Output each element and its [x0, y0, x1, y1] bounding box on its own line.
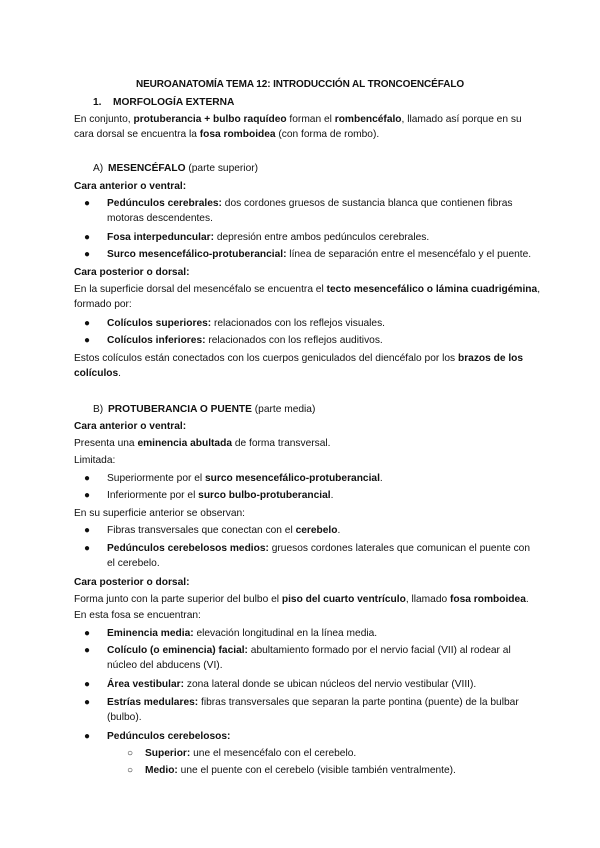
circle-bullet-icon: ○	[127, 748, 134, 759]
paragraph-text: , llamado	[405, 594, 450, 605]
paragraph: En su superficie anterior se observan:	[74, 508, 246, 519]
subsection-letter: A)	[93, 163, 104, 174]
item-term: Pedúnculos cerebrales:	[107, 198, 222, 209]
item-desc: .	[379, 473, 383, 484]
subsection-subtitle: (parte superior)	[185, 163, 259, 174]
section-number: 1.	[93, 97, 102, 108]
bullet-icon: ●	[84, 731, 91, 742]
paragraph-text: .	[118, 368, 122, 379]
item-desc: zona lateral donde se ubican núcleos del nervio vestibular (VIII).	[184, 679, 477, 690]
paragraph-text: Forma junto con la parte superior del bulbo el	[74, 594, 282, 605]
item-desc: .	[330, 490, 334, 501]
item-desc: relacionados con los reflejos auditivos.	[205, 335, 383, 346]
item-desc: línea de separación entre el mesencéfalo y el puente.	[286, 249, 532, 260]
bullet-icon: ●	[84, 249, 91, 260]
item-term: surco mesencefálico-protuberancial	[204, 473, 380, 484]
item-desc: une el mesencéfalo con el cerebelo.	[190, 748, 357, 759]
item-term: Fosa interpeduncular:	[107, 232, 214, 243]
list-item	[84, 523, 534, 538]
item-term: Superior:	[145, 748, 191, 759]
bullet-icon: ●	[84, 543, 91, 554]
item-desc: fibras transversales que separan la parte pontina (puente) de la bulbar (bulbo).	[107, 697, 519, 723]
item-term: Estrías medulares:	[107, 697, 199, 708]
subsection-title: MESENCÉFALO	[108, 163, 186, 174]
intro-text: (con forma de rombo).	[275, 129, 380, 140]
item-term: Eminencia media:	[107, 628, 194, 639]
bullet-icon: ●	[84, 697, 91, 708]
intro-bold: fosa romboidea	[199, 129, 276, 140]
bullet-icon: ●	[84, 628, 91, 639]
item-term: Colículos inferiores:	[107, 335, 206, 346]
item-desc: une el puente con el cerebelo (visible también ventralmente).	[177, 765, 456, 776]
circle-bullet-icon: ○	[127, 765, 134, 776]
item-desc: Fibras transversales que conectan con el	[107, 525, 296, 536]
paragraph-text: de forma transversal.	[232, 438, 331, 449]
paragraph-bold: brazos de los colículos	[74, 353, 524, 379]
intro-bold: rombencéfalo	[334, 114, 402, 125]
item-term: Colículo (o eminencia) facial:	[107, 645, 248, 656]
paragraph	[74, 351, 544, 381]
subsection-heading-protuberancia	[93, 402, 315, 417]
list-item	[84, 695, 534, 725]
list-item	[84, 333, 534, 348]
bullet-icon: ●	[84, 645, 91, 656]
item-desc: .	[337, 525, 341, 536]
list-item	[84, 230, 534, 245]
list-item	[84, 196, 534, 226]
item-term: Área vestibular:	[107, 679, 185, 690]
bullet-icon: ●	[84, 232, 91, 243]
paragraph-bold: piso del cuarto ventrículo	[281, 594, 406, 605]
item-term: Medio:	[145, 765, 178, 776]
paragraph: En esta fosa se encuentran:	[74, 610, 201, 621]
item-term: cerebelo	[295, 525, 338, 536]
subsection-letter: B)	[93, 404, 104, 415]
paragraph-text: , formado por:	[74, 284, 541, 310]
face-heading: Cara posterior o dorsal:	[74, 267, 190, 278]
bullet-icon: ●	[84, 198, 91, 209]
paragraph-text: Estos colículos están conectados con los cuerpos geniculados del diencéfalo por los	[74, 353, 458, 364]
list-item	[84, 643, 534, 673]
face-heading: Cara posterior o dorsal:	[74, 577, 190, 588]
item-term: Pedúnculos cerebelosos medios:	[107, 543, 269, 554]
face-heading: Cara anterior o ventral:	[74, 181, 187, 192]
subsection-title: PROTUBERANCIA O PUENTE	[108, 404, 252, 415]
item-desc: abultamiento formado por el nervio facial (VII) al rodear al núcleo del abducens (VI).	[107, 645, 511, 671]
paragraph	[74, 436, 544, 451]
item-desc: elevación longitudinal en la línea media.	[193, 628, 378, 639]
list-item	[84, 729, 534, 744]
list-item	[84, 471, 534, 486]
section-label: MORFOLOGÍA EXTERNA	[113, 97, 235, 108]
paragraph: Limitada:	[74, 455, 116, 466]
bullet-icon: ●	[84, 525, 91, 536]
paragraph-text: .	[525, 594, 529, 605]
subsection-heading-mesencefalo	[93, 161, 258, 176]
intro-bold: protuberancia + bulbo raquídeo	[133, 114, 287, 125]
section-heading-morfologia	[93, 95, 234, 110]
item-desc: gruesos cordones laterales que comunican el puente con el cerebelo.	[107, 543, 531, 569]
sub-list-item	[127, 746, 527, 761]
bullet-icon: ●	[84, 335, 91, 346]
paragraph-text: En la superficie dorsal del mesencéfalo se encuentra el	[74, 284, 327, 295]
bullet-icon: ●	[84, 679, 91, 690]
item-desc: relacionados con los reflejos visuales.	[211, 318, 386, 329]
list-item	[84, 316, 534, 331]
item-desc: Superiormente por el	[107, 473, 205, 484]
sub-list-item	[127, 763, 527, 778]
paragraph	[74, 592, 544, 607]
intro-text: , llamado así porque en su cara dorsal se encuentra la	[74, 114, 522, 140]
paragraph-bold: eminencia abultada	[137, 438, 232, 449]
bullet-icon: ●	[84, 318, 91, 329]
intro-paragraph	[74, 112, 544, 142]
item-desc: Inferiormente por el	[107, 490, 199, 501]
list-item	[84, 541, 534, 571]
list-item	[84, 247, 534, 262]
list-item	[84, 626, 534, 641]
paragraph-text: Presenta una	[74, 438, 138, 449]
face-heading: Cara anterior o ventral:	[74, 421, 187, 432]
paragraph	[74, 282, 544, 312]
item-term: Colículos superiores:	[107, 318, 212, 329]
intro-text: En conjunto,	[74, 114, 134, 125]
page-title: NEUROANATOMÍA TEMA 12: INTRODUCCIÓN AL TRONCOENCÉFALO	[135, 79, 465, 90]
intro-text: forman el	[286, 114, 335, 125]
item-term: surco bulbo-protuberancial	[198, 490, 331, 501]
list-item	[84, 677, 534, 692]
list-item	[84, 488, 534, 503]
paragraph-bold: tecto mesencefálico o lámina cuadrigémina	[326, 284, 538, 295]
item-term: Surco mesencefálico-protuberancial:	[107, 249, 287, 260]
item-desc: depresión entre ambos pedúnculos cerebrales.	[213, 232, 430, 243]
item-desc: dos cordones gruesos de sustancia blanca que contienen fibras motoras descendentes.	[107, 198, 513, 224]
bullet-icon: ●	[84, 490, 91, 501]
subsection-subtitle: (parte media)	[251, 404, 316, 415]
item-term: Pedúnculos cerebelosos:	[107, 731, 231, 742]
bullet-icon: ●	[84, 473, 91, 484]
paragraph-bold: fosa romboidea	[450, 594, 526, 605]
